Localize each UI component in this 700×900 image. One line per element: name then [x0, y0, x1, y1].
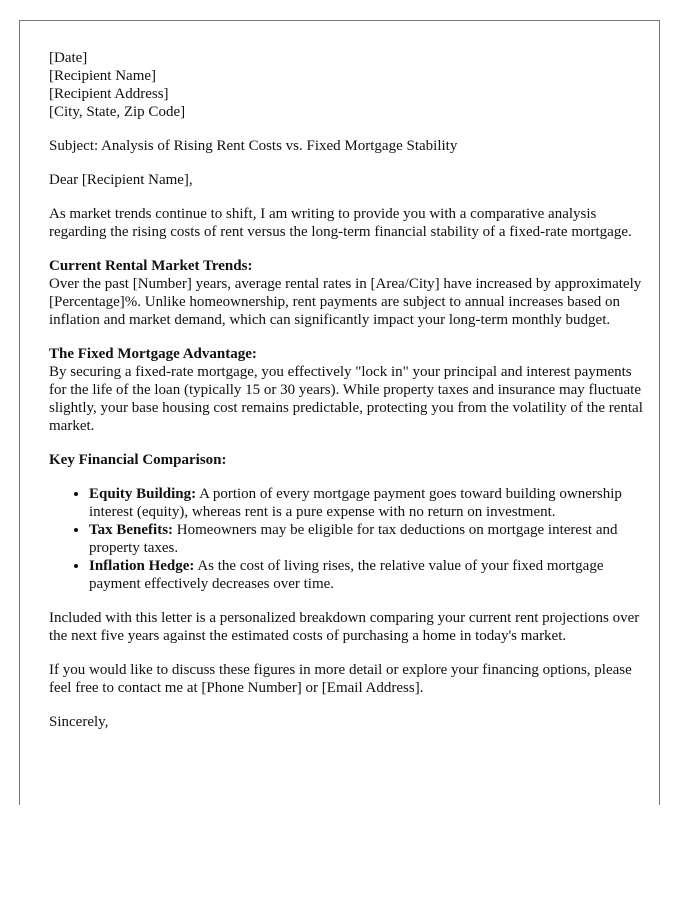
- recipient-name-line: [Recipient Name]: [49, 68, 157, 84]
- financial-comparison-heading: Key Financial Comparison:: [49, 452, 227, 468]
- contact-paragraph: If you would like to discuss these figures in more detail or explore your financing options, please feel free to contact me at [Phone Number] or [Email Address].: [49, 662, 632, 696]
- list-item-term: Tax Benefits:: [89, 522, 174, 538]
- mortgage-advantage-section: [49, 345, 645, 435]
- comparison-list: [49, 485, 645, 593]
- list-item: [89, 521, 645, 557]
- mortgage-advantage-body: By securing a fixed-rate mortgage, you effectively "lock in" your principal and interest payments for the life of the loan (typically 15 or 30 years). While property taxes and insurance may fluctuate slightly, your base housing cost remains predictable, protecting you from the volatility of the rental market.: [49, 364, 643, 434]
- list-item-text: As the cost of living rises, the relative value of your fixed mortgage payment effectively decreases over time.: [89, 558, 604, 592]
- list-item-text: Homeowners may be eligible for tax deductions on mortgage interest and property taxes.: [89, 522, 618, 556]
- list-item-text: A portion of every mortgage payment goes toward building ownership interest (equity), whereas rent is a pure expense with no return on investment.: [89, 486, 622, 520]
- date-line: [Date]: [49, 50, 88, 66]
- city-state-zip-line: [City, State, Zip Code]: [49, 104, 186, 120]
- list-item: [89, 485, 645, 521]
- list-item-term: Equity Building:: [89, 486, 197, 502]
- signoff: Sincerely,: [49, 714, 109, 730]
- rental-trends-body: Over the past [Number] years, average rental rates in [Area/City] have increased by approximately [Percentage]%. Unlike homeownership, rent payments are subject to annual increases based on inflation and market demand, which can significantly impact your long-term monthly budget.: [49, 276, 642, 328]
- breakdown-paragraph: Included with this letter is a personalized breakdown comparing your current rent projections over the next five years against the estimated costs of purchasing a home in today's market.: [49, 610, 640, 644]
- letter-page: [19, 20, 660, 805]
- rental-trends-heading: Current Rental Market Trends:: [49, 258, 253, 274]
- recipient-address-line: [Recipient Address]: [49, 86, 169, 102]
- list-item: [89, 557, 645, 593]
- mortgage-advantage-heading: The Fixed Mortgage Advantage:: [49, 346, 257, 362]
- financial-comparison-section: [49, 451, 645, 593]
- recipient-block: [49, 49, 645, 121]
- list-item-term: Inflation Hedge:: [89, 558, 195, 574]
- subject-line: Subject: Analysis of Rising Rent Costs vs. Fixed Mortgage Stability: [49, 138, 458, 154]
- rental-trends-section: [49, 257, 645, 329]
- salutation: Dear [Recipient Name],: [49, 172, 193, 188]
- letter-content: [49, 49, 645, 731]
- intro-paragraph: As market trends continue to shift, I am writing to provide you with a comparative analysis regarding the rising costs of rent versus the long-term financial stability of a fixed-rate mortgage.: [49, 206, 632, 240]
